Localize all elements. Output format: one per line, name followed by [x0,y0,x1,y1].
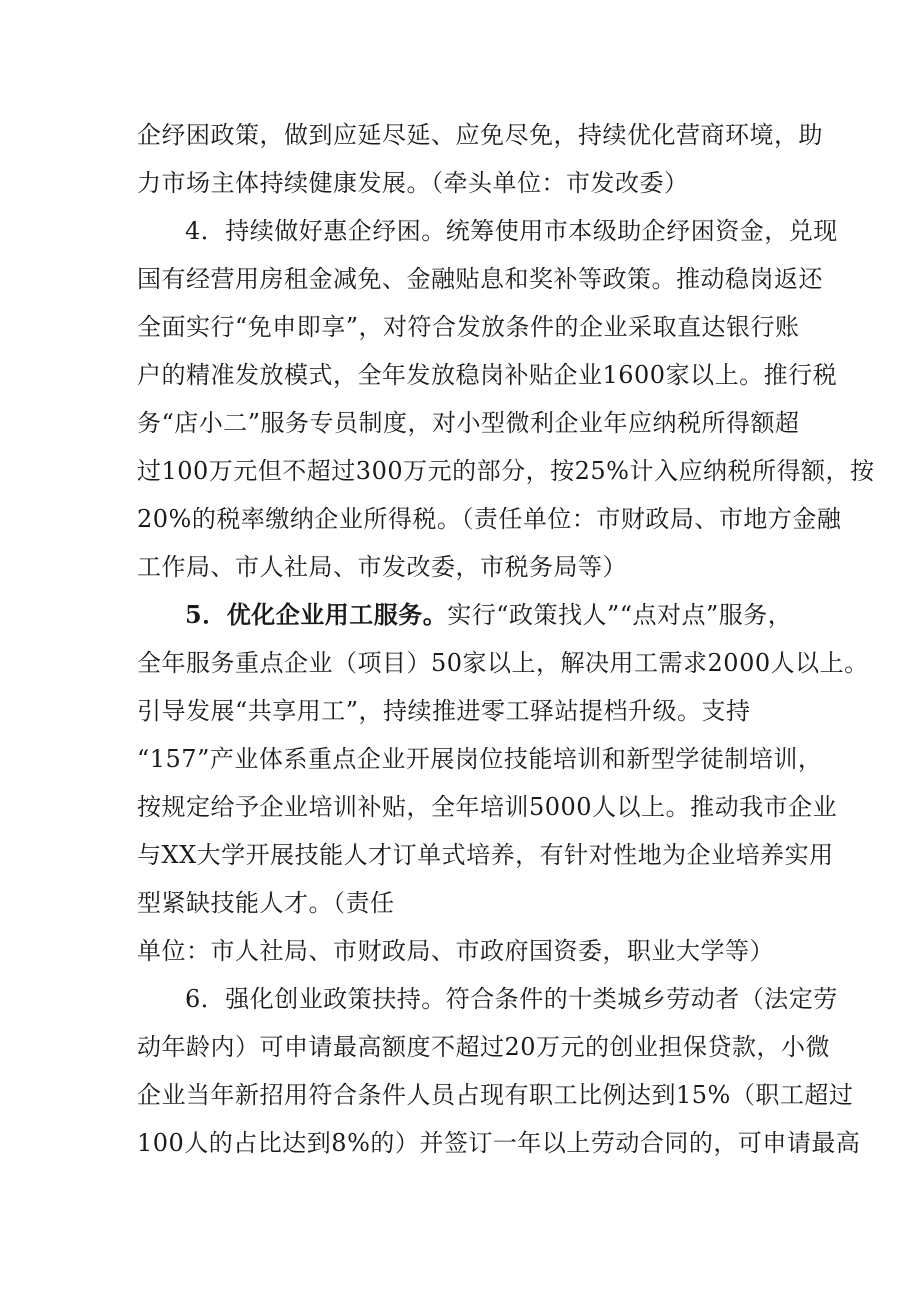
section-heading: 5．优化企业用工服务。 [185,600,448,629]
text-line: 企业当年新招用符合条件人员占现有职工比例达到15%（职工超过 [137,1081,854,1109]
text-line: 工作局、市人社局、市发改委，市税务局等） [137,553,627,581]
text-line: 企纾困政策，做到应延尽延、应免尽免，持续优化营商环境，助 [137,121,823,149]
text-line: 务“店小二”服务专员制度，对小型微利企业年应纳税所得额超 [137,409,800,437]
text-line: 力市场主体持续健康发展。（牵头单位：市发改委） [137,169,689,197]
text-line: 动年龄内）可申请最高额度不超过20万元的创业担保贷款，小微 [137,1033,831,1061]
text-line: 全面实行“免申即享”，对符合发放条件的企业采取直达银行账 [137,313,800,341]
text-line: 型紧缺技能人才。（责任 [137,889,395,917]
text-line [185,600,792,630]
text-line: 按规定给予企业培训补贴，全年培训5000人以上。推动我市企业 [137,793,838,821]
text-line: 与XX大学开展技能人才订单式培养，有针对性地为企业培养实用 [137,841,834,869]
text-line: 引导发展“共享用工”，持续推进零工驿站提档升级。支持 [137,697,751,725]
text-span: 实行“政策找人”“点对点”服务， [447,601,793,629]
text-line: 户的精准发放模式，全年发放稳岗补贴企业1600家以上。推行税 [137,361,838,389]
text-line: 过100万元但不超过300万元的部分，按25%计入应纳税所得额，按 [137,457,875,485]
text-line: 6．强化创业政策扶持。符合条件的十类城乡劳动者（法定劳 [185,985,838,1013]
text-line: 20%的税率缴纳企业所得税。（责任单位：市财政局、市地方金融 [137,505,842,533]
text-line: 100人的占比达到8%的）并签订一年以上劳动合同的，可申请最高 [137,1129,861,1157]
text-line: 全年服务重点企业（项目）50家以上，解决用工需求2000人以上。 [137,649,869,677]
text-line: “157”产业体系重点企业开展岗位技能培训和新型学徒制培训， [137,745,823,773]
text-line: 4．持续做好惠企纾困。统筹使用市本级助企纾困资金，兑现 [185,217,838,245]
text-line: 国有经营用房租金减免、金融贴息和奖补等政策。推动稳岗返还 [137,265,823,293]
text-line: 单位：市人社局、市财政局、市政府国资委，职业大学等） [137,937,774,965]
